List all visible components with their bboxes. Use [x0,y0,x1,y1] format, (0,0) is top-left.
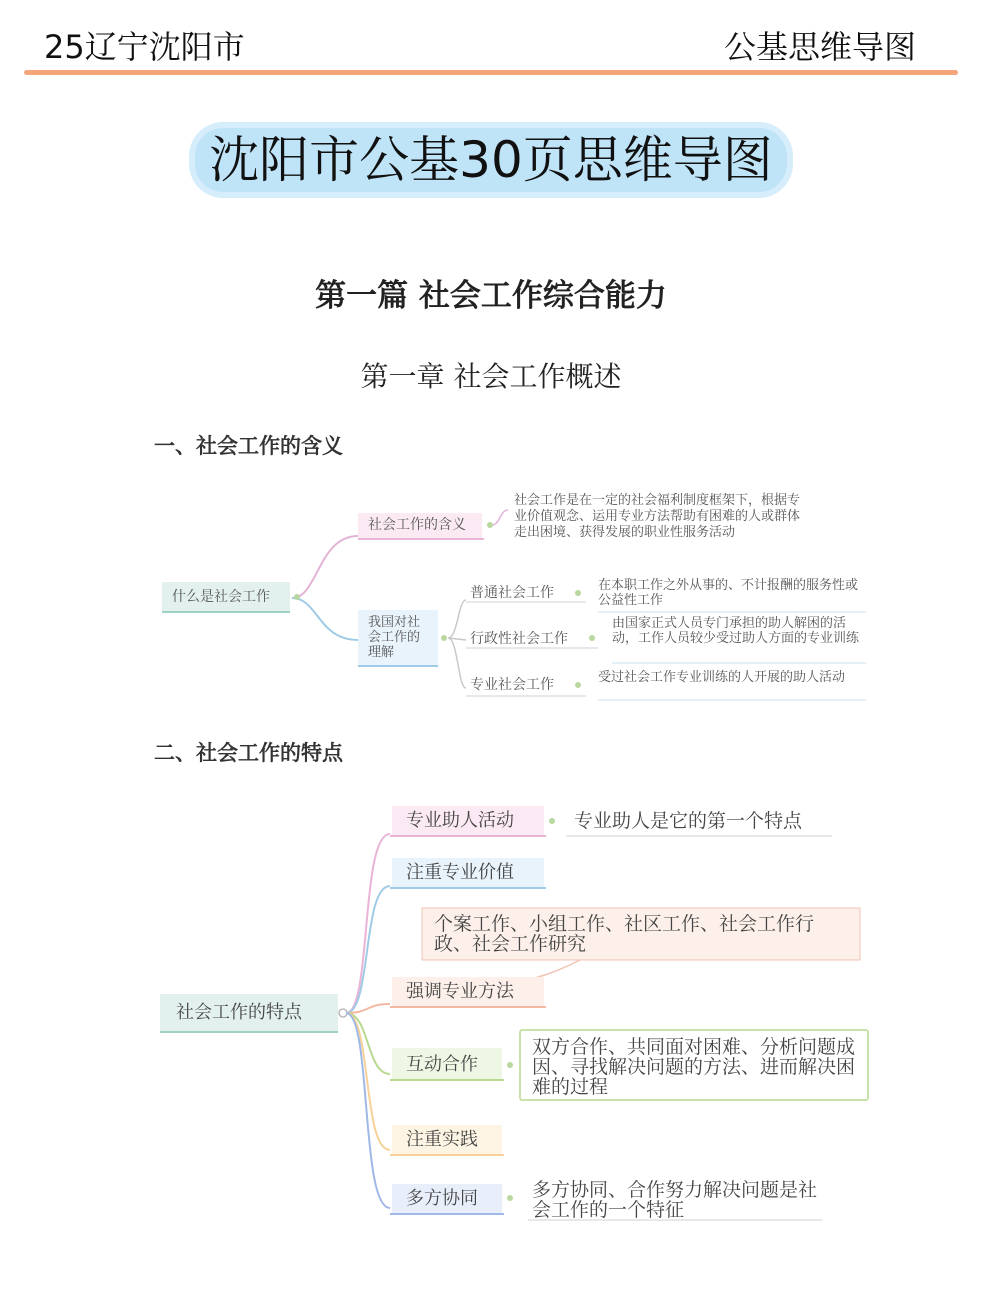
header-right-text: 公基思维导图 [723,28,916,66]
s1-branch-meaning: 社会工作的含义 [368,517,466,533]
s2-branch-6: 多方协同 [406,1188,478,1209]
s1-sub-text-2: 由国家正式人员专门承担的助人解困的活动，工作人员较少受过助人方面的专业训练 [612,616,860,646]
s2-branch-2: 注重专业价值 [406,862,514,883]
s2-branch-3-text: 个案工作、小组工作、社区工作、社会工作行政、社会工作研究 [434,913,815,955]
s1-sub-text-1: 在本职工作之外从事的、不计报酬的服务性或公益性工作 [598,578,859,608]
chapter-title: 第一章 社会工作概述 [360,360,622,393]
s2-branch-4: 互动合作 [406,1054,478,1075]
part-title: 第一篇 社会工作综合能力 [315,278,667,314]
section1-title: 一、社会工作的含义 [154,434,343,458]
s2-branch-4-text: 双方合作、共同面对困难、分析问题成因、寻找解决问题的方法、进而解决困难的过程 [532,1036,856,1098]
s2-branch-5: 注重实践 [406,1129,478,1150]
s1-meaning-text: 社会工作是在一定的社会福利制度框架下，根据专业价值观念、运用专业方法帮助有困难的人或群体走出困境、获得发展的职业性服务活动 [514,493,801,540]
s1-branch-understanding: 我国对社会工作的理解 [368,615,421,660]
header-left-text: 25辽宁沈阳市 [44,28,245,66]
section2-title: 二、社会工作的特点 [154,741,343,765]
s2-branch-3: 强调专业方法 [406,981,514,1002]
s2-branch-6-text: 多方协同、合作努力解决问题是社会工作的一个特征 [532,1179,818,1221]
s1-sub-label-1: 普通社会工作 [470,585,554,601]
s1-sub-text-3: 受过社会工作专业训练的人开展的助人活动 [598,670,846,685]
s2-root-node: 社会工作的特点 [176,1002,302,1023]
s1-root-node: 什么是社会工作 [172,589,270,605]
s2-branch-1-text: 专业助人是它的第一个特点 [574,810,803,832]
s1-sub-label-3: 专业社会工作 [470,677,554,693]
s1-conn-meaning [292,536,358,598]
s1-conn-understanding [292,598,358,640]
s1-sub-label-2: 行政性社会工作 [470,631,568,647]
main-title-text: 沈阳市公基30页思维导图 [195,128,787,192]
s2-branch-1: 专业助人活动 [406,810,514,831]
